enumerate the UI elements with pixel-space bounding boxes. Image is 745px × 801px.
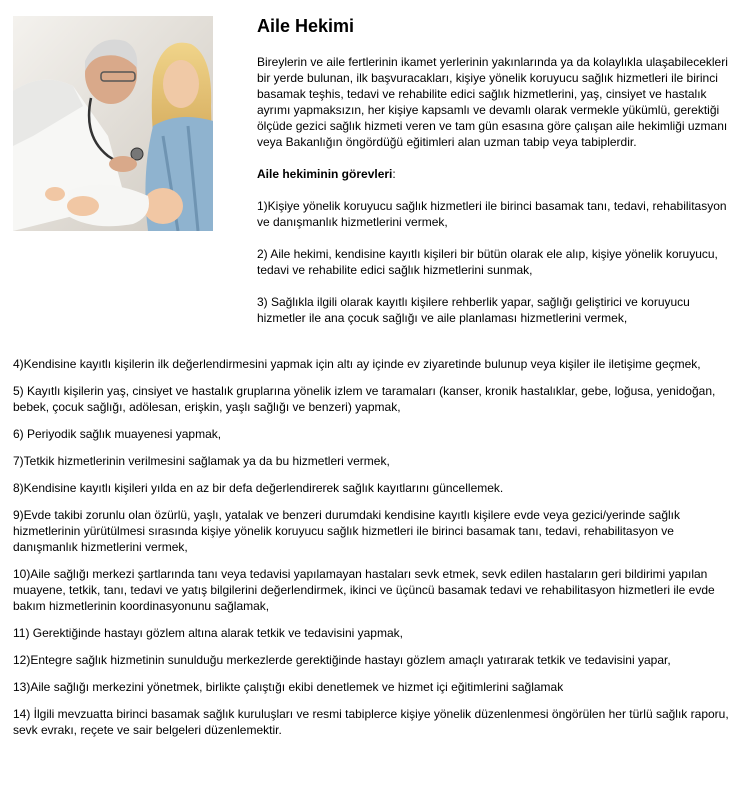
duty-item: 7)Tetkik hizmetlerinin verilmesini sağlamak ya da bu hizmetleri vermek, [13,454,390,468]
duties-heading-colon: : [392,167,396,181]
duty-item: 12)Entegre sağlık hizmetinin sunulduğu merkezlerde gerektiğinde hastayı gözlem amaçlı yatırarak tetkik ve tedavisini yapar, [13,653,671,667]
duty-item: 2) Aile hekimi, kendisine kayıtlı kişileri bir bütün olarak ele alıp, kişiye yönelik koruyucu, tedavi ve rehabilite edici sağlık hizmetlerini sunmak, [257,247,718,277]
duties-list [13,356,733,749]
page-title: Aile Hekimi [257,16,355,36]
duty-item: 13)Aile sağlığı merkezini yönetmek, birlikte çalıştığı ekibi denetlemek ve hizmet içi eğitimlerini sağlamak [13,680,564,694]
photo-illustration [13,16,213,231]
duty-item: 3) Sağlıkla ilgili olarak kayıtlı kişilere rehberlik yapar, sağlığı geliştirici ve koruyucu hizmetler ile ana çocuk sağlığı ve aile planlaması hizmetlerini vermek, [257,295,690,325]
duties-heading-line [257,166,733,182]
doctor-baby-photo [13,16,213,231]
duty-item: 4)Kendisine kayıtlı kişilerin ilk değerlendirmesini yapmak için altı ay içinde ev ziyaretinde bulunup veya kişiler ile iletişime geçmek, [13,357,701,371]
duty-item: 9)Evde takibi zorunlu olan özürlü, yaşlı, yatalak ve benzeri durumdaki kendisine kayıtlı kişilere evde veya gezici/yerinde sağlık hizmetlerinin yürütülmesi sırasında kişiye yönelik koruyucu sağlık hizmetleri ile birinci basamak tanı, tedavi, rehabilitasyon ve danışmanlık hizmetlerini vermek, [13,508,681,554]
duty-item: 11) Gerektiğinde hastayı gözlem altına alarak tetkik ve tedavisini yapmak, [13,626,403,640]
duty-item: 8)Kendisine kayıtlı kişileri yılda en az bir defa değerlendirerek sağlık kayıtlarını güncellemek. [13,481,504,495]
duty-item: 1)Kişiye yönelik koruyucu sağlık hizmetleri ile birinci basamak tanı, tedavi, rehabilitasyon ve danışmanlık hizmetlerini vermek, [257,199,727,229]
duty-item: 6) Periyodik sağlık muayenesi yapmak, [13,427,222,441]
intro-section [257,54,733,342]
duty-item: 10)Aile sağlığı merkezi şartlarında tanı veya tedavisi yapılamayan hastaları sevk etmek, sevk edilen hastaların geri bildirimi yapılan muayene, tetkik, tanı, tedavi ve yatış bilgilerini değerlendirmek, ikinci ve üçüncü basamak tedavi ve rehabilitasyon hizmetleri ile evde bakım hizmetlerinin koordinasyonunu sağlamak, [13,567,715,613]
duties-heading: Aile hekiminin görevleri [257,167,393,181]
intro-paragraph: Bireylerin ve aile fertlerinin ikamet yerlerinin yakınlarında ya da kolaylıkla ulaşabilecekleri bir yerde bulunan, ilk başvuracakları, kişiye yönelik koruyucu sağlık hizmetleri ile birinci basamak teşhis, tedavi ve rehabilite edici sağlık hizmetlerini, yaş, cinsiyet ve hastalık ayrımı yapmaksızın, her kişiye kapsamlı ve devamlı olarak vermekle yükümlü, gerektiği ölçüde gezici sağlık hizmeti veren ve tam gün esasına göre çalışan aile hekimliği uzmanı veya Bakanlığın öngördüğü eğitimleri alan uzman tabip veya tabiplerdir. [257,55,728,149]
duty-item: 5) Kayıtlı kişilerin yaş, cinsiyet ve hastalık gruplarına yönelik izlem ve taramaları (kanser, kronik hastalıklar, gebe, loğusa, yenidoğan, bebek, çocuk sağlığı, adölesan, erişkin, yaşlı sağlığı ve benzeri) yapmak, [13,384,716,414]
duty-item: 14) İlgili mevzuatta birinci basamak sağlık kuruluşları ve resmi tabiplerce kişiye yönelik düzenlenmesi öngörülen her türlü sağlık raporu, sevk evrakı, reçete ve sair belgeleri düzenlemektir. [13,707,729,737]
